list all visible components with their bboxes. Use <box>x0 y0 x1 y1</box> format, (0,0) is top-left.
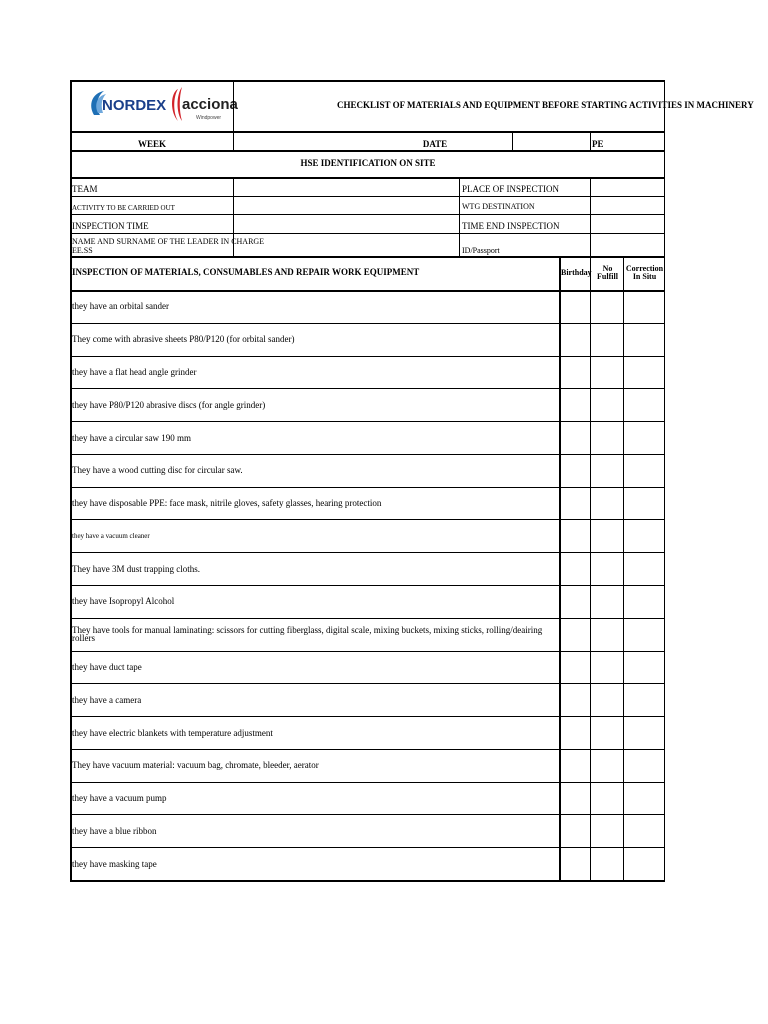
birthday-cell[interactable] <box>560 684 590 715</box>
grid-line <box>70 233 665 234</box>
no-fulfill-cell[interactable] <box>591 455 623 486</box>
birthday-cell[interactable] <box>560 652 590 683</box>
correction-in-situ-cell[interactable] <box>624 717 664 748</box>
birthday-cell[interactable] <box>560 717 590 748</box>
row-divider <box>70 814 665 815</box>
no-fulfill-cell[interactable] <box>591 553 623 584</box>
row-divider <box>70 552 665 553</box>
no-fulfill-column-header-line2: Fulfill <box>597 272 618 281</box>
date-label: DATE <box>422 139 448 149</box>
no-fulfill-cell[interactable] <box>591 488 623 519</box>
birthday-column-header: Birthday <box>561 268 592 277</box>
correction-column-header-line2: In Situ <box>632 272 657 281</box>
birthday-cell[interactable] <box>560 815 590 846</box>
nordex-logo-text: NORDEX <box>102 97 167 114</box>
birthday-cell[interactable] <box>560 553 590 584</box>
checklist-row-label: They have 3M dust trapping cloths. <box>72 563 200 574</box>
no-fulfill-column-header-line1: No <box>602 264 613 273</box>
checklist-row-label: They have tools for manual laminating: scissors for cutting fiberglass, digital scale, mixing buckets, mixing sticks, rolling/deairing rollers <box>72 625 543 644</box>
no-fulfill-cell[interactable] <box>591 291 623 322</box>
row-divider <box>70 487 665 488</box>
row-divider <box>70 683 665 684</box>
birthday-cell[interactable] <box>560 324 590 355</box>
checklist-row-label: They have vacuum material: vacuum bag, chromate, bleeder, aerator <box>72 760 319 771</box>
no-fulfill-cell[interactable] <box>591 848 623 879</box>
row-divider <box>70 388 665 389</box>
birthday-cell[interactable] <box>560 422 590 453</box>
grid-line <box>233 177 234 256</box>
row-divider <box>70 782 665 783</box>
row-divider <box>70 651 665 652</box>
birthday-cell[interactable] <box>560 750 590 781</box>
correction-in-situ-cell[interactable] <box>624 586 664 617</box>
week-label: WEEK <box>137 139 166 149</box>
checklist-row-label: They come with abrasive sheets P80/P120 (for orbital sander) <box>72 334 295 345</box>
checklist-row-label: they have P80/P120 abrasive discs (for angle grinder) <box>72 399 266 410</box>
checklist-row-label: they have a circular saw 190 mm <box>72 432 191 443</box>
correction-in-situ-cell[interactable] <box>624 553 664 584</box>
grid-line <box>623 256 624 881</box>
checklist-row-label: They have a wood cutting disc for circular saw. <box>72 465 243 476</box>
place-of-inspection-label: PLACE OF INSPECTION <box>462 184 560 194</box>
correction-in-situ-cell[interactable] <box>624 488 664 519</box>
sheet-right-border <box>664 80 665 881</box>
no-fulfill-cell[interactable] <box>591 422 623 453</box>
no-fulfill-cell[interactable] <box>591 717 623 748</box>
pe-label: PE <box>592 139 604 149</box>
grid-line <box>70 196 665 197</box>
row-divider <box>70 716 665 717</box>
row-divider <box>70 421 665 422</box>
checklist-row-label: they have a camera <box>72 694 142 705</box>
correction-in-situ-cell[interactable] <box>624 783 664 814</box>
activity-label: ACTIVITY TO BE CARRIED OUT <box>72 204 175 212</box>
hse-section-title: HSE IDENTIFICATION ON SITE <box>300 158 436 168</box>
acciona-logo <box>168 83 238 125</box>
correction-in-situ-cell[interactable] <box>624 750 664 781</box>
correction-in-situ-cell[interactable] <box>624 324 664 355</box>
birthday-cell[interactable] <box>560 619 590 650</box>
birthday-cell[interactable] <box>560 783 590 814</box>
grid-line <box>512 131 513 150</box>
checklist-row-label: they have masking tape <box>72 858 157 869</box>
leader-eess-label: EE.SS <box>72 246 93 255</box>
checklist-row-label: they have Isopropyl Alcohol <box>72 596 175 607</box>
no-fulfill-cell[interactable] <box>591 815 623 846</box>
correction-in-situ-cell[interactable] <box>624 389 664 420</box>
checklist-row-label: they have a blue ribbon <box>72 825 157 836</box>
sheet-left-border <box>70 80 72 881</box>
grid-line <box>70 177 665 179</box>
acciona-logo-subtext: Windpower <box>196 115 222 121</box>
correction-in-situ-cell[interactable] <box>624 520 664 551</box>
wtg-destination-label: WTG DESTINATION <box>462 202 535 211</box>
checklist-row-label: they have disposable PPE: face mask, nitrile gloves, safety glasses, hearing protection <box>72 498 382 509</box>
grid-line <box>590 131 591 150</box>
no-fulfill-cell[interactable] <box>591 619 623 650</box>
sheet-top-border <box>70 80 665 82</box>
correction-in-situ-cell[interactable] <box>624 815 664 846</box>
grid-line <box>70 256 665 258</box>
no-fulfill-cell[interactable] <box>591 520 623 551</box>
checklist-row-label: they have an orbital sander <box>72 301 169 312</box>
grid-line <box>70 214 665 215</box>
row-divider <box>70 454 665 455</box>
correction-in-situ-cell[interactable] <box>624 455 664 486</box>
acciona-logo-text: acciona <box>182 96 238 113</box>
no-fulfill-cell[interactable] <box>591 783 623 814</box>
no-fulfill-cell[interactable] <box>591 750 623 781</box>
checklist-row-label: they have a vacuum cleaner <box>72 531 150 540</box>
correction-column-header-line1: Correction <box>625 264 664 273</box>
nordex-logo <box>88 87 168 119</box>
no-fulfill-cell[interactable] <box>591 389 623 420</box>
no-fulfill-cell[interactable] <box>591 324 623 355</box>
row-divider <box>70 880 665 882</box>
team-label: TEAM <box>72 184 98 194</box>
grid-line <box>233 80 234 131</box>
no-fulfill-cell[interactable] <box>591 586 623 617</box>
inspection-table-header: INSPECTION OF MATERIALS, CONSUMABLES AND REPAIR WORK EQUIPMENT <box>72 267 420 277</box>
checklist-row-label: they have electric blankets with temperature adjustment <box>72 727 273 738</box>
row-divider <box>70 618 665 619</box>
grid-line <box>233 131 234 150</box>
no-fulfill-cell[interactable] <box>591 652 623 683</box>
row-divider <box>70 585 665 586</box>
inspection-time-label: INSPECTION TIME <box>72 221 149 231</box>
correction-in-situ-cell[interactable] <box>624 357 664 388</box>
birthday-cell[interactable] <box>560 520 590 551</box>
row-divider <box>70 323 665 324</box>
grid-line <box>70 131 665 133</box>
no-fulfill-cell[interactable] <box>591 684 623 715</box>
checklist-row-label: they have a flat head angle grinder <box>72 366 197 377</box>
birthday-cell[interactable] <box>560 389 590 420</box>
grid-line <box>459 177 460 256</box>
row-divider <box>70 356 665 357</box>
id-passport-label: ID/Passport <box>462 246 500 255</box>
row-divider <box>70 519 665 520</box>
correction-in-situ-cell[interactable] <box>624 619 664 650</box>
birthday-cell[interactable] <box>560 488 590 519</box>
grid-line <box>590 177 591 256</box>
no-fulfill-cell[interactable] <box>591 357 623 388</box>
birthday-cell[interactable] <box>560 586 590 617</box>
birthday-cell[interactable] <box>560 848 590 879</box>
grid-line <box>590 256 591 881</box>
correction-in-situ-cell[interactable] <box>624 684 664 715</box>
grid-line <box>70 290 665 292</box>
birthday-cell[interactable] <box>560 357 590 388</box>
correction-in-situ-cell[interactable] <box>624 422 664 453</box>
checklist-row-label: they have duct tape <box>72 661 142 672</box>
row-divider <box>70 847 665 848</box>
row-divider <box>70 749 665 750</box>
birthday-cell[interactable] <box>560 291 590 322</box>
grid-line <box>70 150 665 152</box>
leader-name-label: NAME AND SURNAME OF THE LEADER IN CHARGE <box>72 237 265 246</box>
grid-line <box>559 256 561 881</box>
correction-in-situ-cell[interactable] <box>624 291 664 322</box>
correction-in-situ-cell[interactable] <box>624 848 664 879</box>
correction-in-situ-cell[interactable] <box>624 652 664 683</box>
checklist-row-label: they have a vacuum pump <box>72 793 167 804</box>
document-title: CHECKLIST OF MATERIALS AND EQUIPMENT BEFORE STARTING ACTIVITIES IN MACHINERY <box>337 100 754 110</box>
birthday-cell[interactable] <box>560 455 590 486</box>
time-end-inspection-label: TIME END INSPECTION <box>462 221 560 231</box>
